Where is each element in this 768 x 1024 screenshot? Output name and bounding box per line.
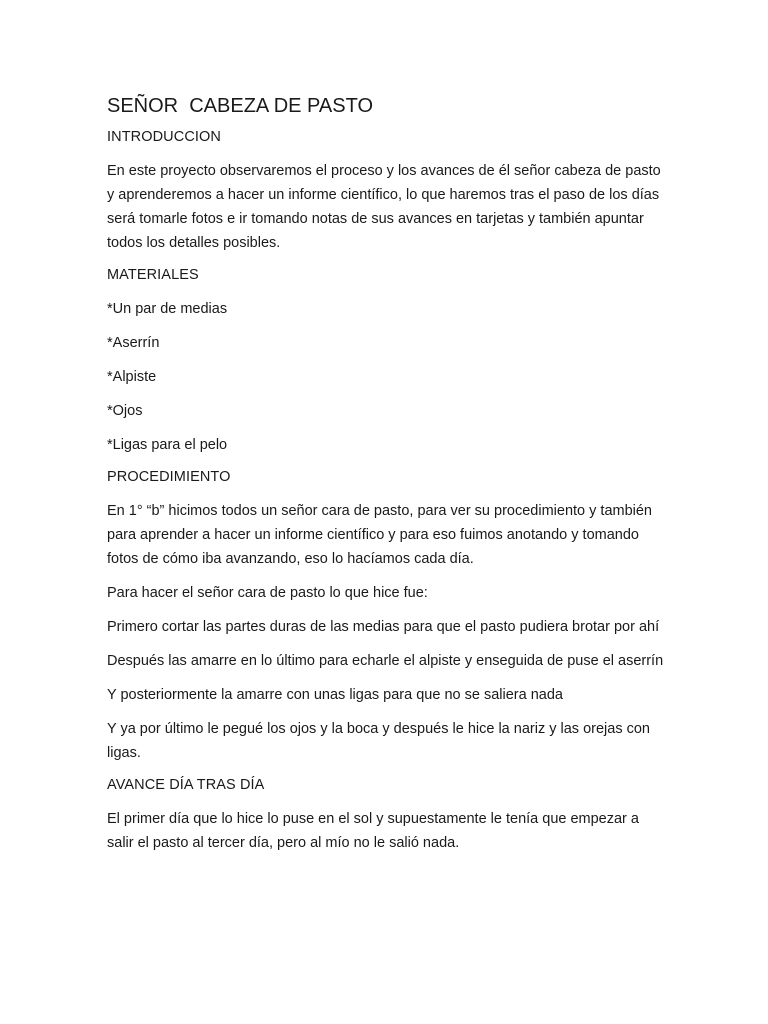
material-item: *Ojos	[107, 403, 143, 419]
procedure-paragraph: Y posteriormente la amarre con unas ligas para que no se saliera nada	[107, 687, 563, 703]
procedure-section	[107, 467, 667, 765]
material-item: *Alpiste	[107, 369, 157, 385]
introduction-section	[107, 127, 667, 255]
material-item: *Un par de medias	[107, 301, 228, 317]
progress-paragraph: El primer día que lo hice lo puse en el sol y supuestamente le tenía que empezar a salir el pasto al tercer día, pero al mío no le salió nada.	[107, 811, 639, 851]
procedure-paragraph: En 1° “b” hicimos todos un señor cara de pasto, para ver su procedimiento y también para aprender a hacer un informe científico y para eso fuimos anotando y tomando fotos de cómo iba avanzando, eso lo hacíamos cada día.	[107, 503, 652, 567]
materials-section	[107, 265, 667, 457]
document-page	[107, 92, 667, 865]
progress-heading: AVANCE DÍA TRAS DÍA	[107, 777, 265, 793]
document-title: SEÑOR CABEZA DE PASTO	[107, 95, 373, 117]
material-item: *Ligas para el pelo	[107, 437, 228, 453]
introduction-text: En este proyecto observaremos el proceso y los avances de él señor cabeza de pasto y aprenderemos a hacer un informe científico, lo que haremos tras el paso de los días será tomarle fotos e ir tomando notas de sus avances en tarjetas y también apuntar todos los detalles posibles.	[107, 163, 661, 251]
procedure-paragraph: Para hacer el señor cara de pasto lo que hice fue:	[107, 585, 428, 601]
procedure-paragraph: Y ya por último le pegué los ojos y la boca y después le hice la nariz y las orejas con ligas.	[107, 721, 650, 761]
procedure-paragraph: Después las amarre en lo último para echarle el alpiste y enseguida de puse el aserrín	[107, 653, 664, 669]
introduction-heading: INTRODUCCION	[107, 129, 221, 145]
procedure-heading: PROCEDIMIENTO	[107, 469, 231, 485]
progress-section	[107, 775, 667, 855]
material-item: *Aserrín	[107, 335, 160, 351]
materials-heading: MATERIALES	[107, 267, 199, 283]
procedure-paragraph: Primero cortar las partes duras de las medias para que el pasto pudiera brotar por ahí	[107, 619, 660, 635]
